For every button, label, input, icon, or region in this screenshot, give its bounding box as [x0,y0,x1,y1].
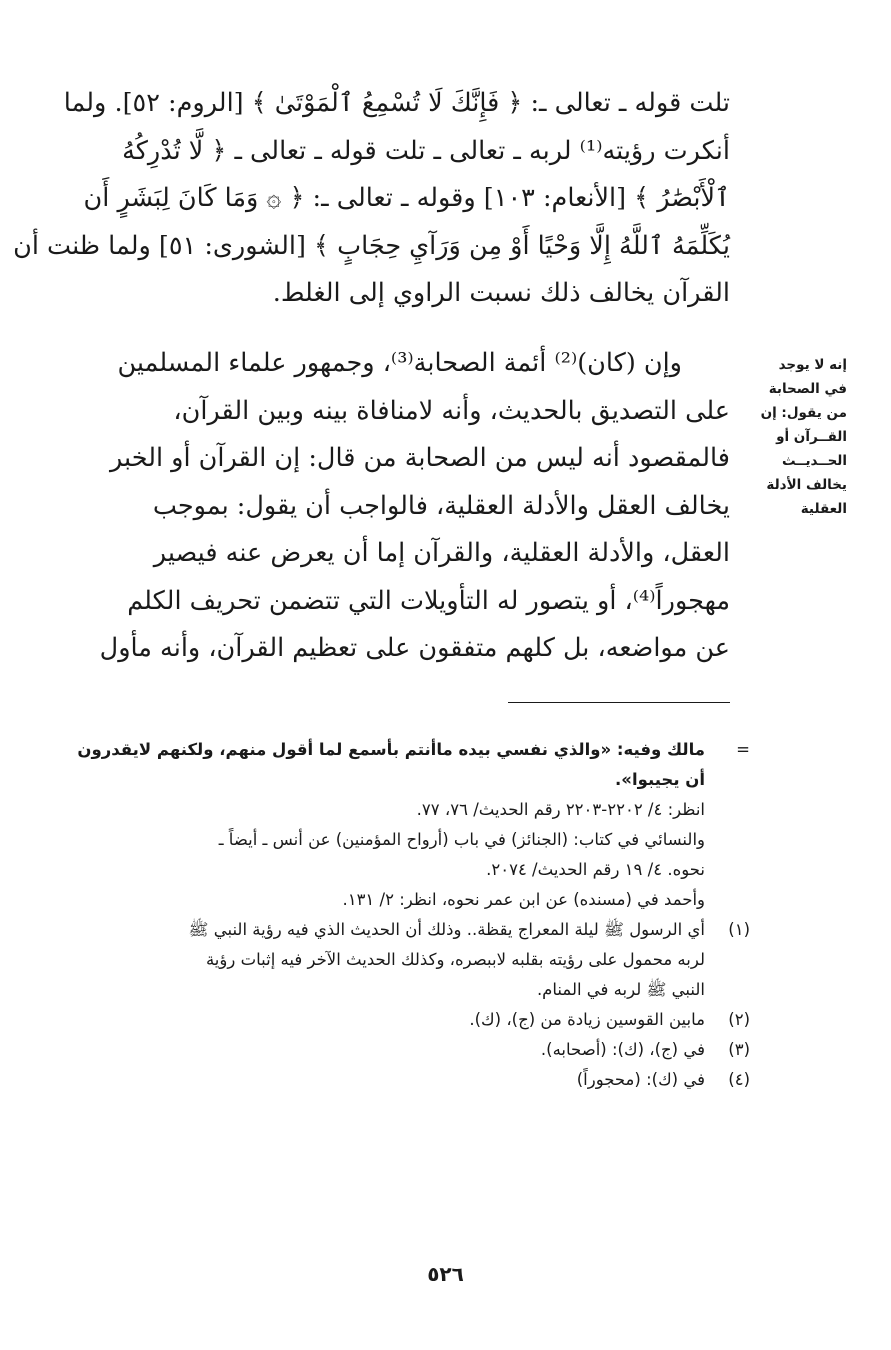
footnote-line: مالك وفيه: «والذي نفسي بيده ماأنتم بأسمع لما أقول منهم، ولكنهم لايقدرون [77,740,705,759]
footnote-continuation [60,735,750,915]
footnote-marker: (١) [728,920,750,939]
footnote-body [60,1005,705,1035]
footnote-line: في (ج)، (ك): (أصحابه). [540,1040,705,1059]
footnote-line: نحوه. ٤/ ١٩ رقم الحديث/ ٢٠٧٤. [486,860,705,879]
footnote-line: أي الرسول ﷺ ليلة المعراج يقظة.. وذلك أن الحديث الذي فيه رؤية النبي ﷺ [188,920,705,939]
footnote-body [60,1035,705,1065]
page-number: ٥٢٦ [427,1262,464,1286]
margin-note-line: القــرآن أو [776,429,847,445]
margin-note-line: إنه لا يوجد [778,357,847,373]
main-text-paragraph-2 [80,340,730,673]
main-text-line: مهجوراً⁽⁴⁾، أو يتصور له التأويلات التي تتضمن تحريف الكلم [127,585,730,616]
margin-note-line: يخالف الأدلة [766,477,847,493]
footnote-line: وأحمد في (مسنده) عن ابن عمر نحوه، انظر: ٢/ ١٣١. [342,890,705,909]
margin-note-line: من يقول: إن [760,405,847,421]
margin-note-line: الحــديــث [781,453,847,469]
main-text-paragraph-1 [13,80,730,318]
footnote-line: انظر: ٤/ ٢٢٠٢-٢٢٠٣ رقم الحديث/ ٧٦، ٧٧. [416,800,705,819]
footnote-body [60,915,705,1005]
main-text-line: فالمقصود أنه ليس من الصحابة من قال: إن القرآن أو الخبر [109,443,730,473]
footnote-3 [60,1035,750,1065]
main-text-line: ٱلْأَبْصَٰرُ ﴾ [الأنعام: ١٠٣] وقوله ـ تعالى ـ: ﴿ ۞ وَمَا كَانَ لِبَشَرٍ أَن [83,183,730,213]
footnote-line: والنسائي في كتاب: (الجنائز) في باب (أرواح المؤمنين) عن أنس ـ أيضاً ـ [218,830,705,849]
main-text-line: يخالف العقل والأدلة العقلية، فالواجب أن يقول: بموجب [152,490,730,521]
footnote-line: مابين القوسين زيادة من (ج)، (ك). [469,1010,705,1029]
footnote-4 [60,1065,750,1095]
footnote-marker: = [736,740,750,759]
footnote-line: لربه محمول على رؤيته بقلبه لاببصره، وكذلك الحديث الآخر فيه إثبات رؤية [205,950,705,969]
footnote-1 [60,915,750,1005]
footnote-marker: (٢) [728,1010,750,1029]
main-text-line: على التصديق بالحديث، وأنه لامنافاة بينه وبين القرآن، [173,395,730,426]
footnote-body [60,735,705,915]
main-text-line: يُكَلِّمَهُ ٱللَّهُ إِلَّا وَحْيًا أَوْ مِن وَرَآيِ حِجَابٍ ﴾ [الشورى: ٥١] ولما ظنت أن [13,230,730,261]
main-text-line: العقل، والأدلة العقلية، والقرآن إما أن يعرض عنه فيصير [153,538,730,568]
footnote-separator [508,702,730,703]
main-text-line: عن مواضعه، بل كلهم متفقون على تعظيم القرآن، وأنه مأول [99,633,730,663]
margin-note-line: في الصحابة [768,381,847,397]
main-text-line: تلت قوله ـ تعالى ـ: ﴿ فَإِنَّكَ لَا تُسْمِعُ ٱلْمَوْتَىٰ ﴾ [الروم: ٥٢]. ولما [63,88,730,118]
footnote-2 [60,1005,750,1035]
footnote-body [60,1065,705,1095]
footnote-marker: (٤) [728,1070,750,1089]
footnotes [60,735,750,1095]
main-text-line: وإن (كان)⁽²⁾ أئمة الصحابة⁽³⁾، وجمهور علماء المسلمين [117,348,682,378]
footnote-line: أن يجيبوا». [615,770,705,789]
footnote-line: النبي ﷺ لربه في المنام. [536,980,705,999]
margin-note-line: العقلية [800,501,847,517]
main-text-line: القرآن يخالف ذلك نسبت الراوي إلى الغلط. [272,278,730,308]
footnote-line: في (ك): (محجوراً) [576,1070,705,1089]
main-text-line: أنكرت رؤيته⁽¹⁾ لربه ـ تعالى ـ تلت قوله ـ تعالى ـ ﴿ لَّا تُدْرِكُهُ [122,135,730,166]
footnote-marker: (٣) [728,1040,750,1059]
margin-note [747,353,847,521]
